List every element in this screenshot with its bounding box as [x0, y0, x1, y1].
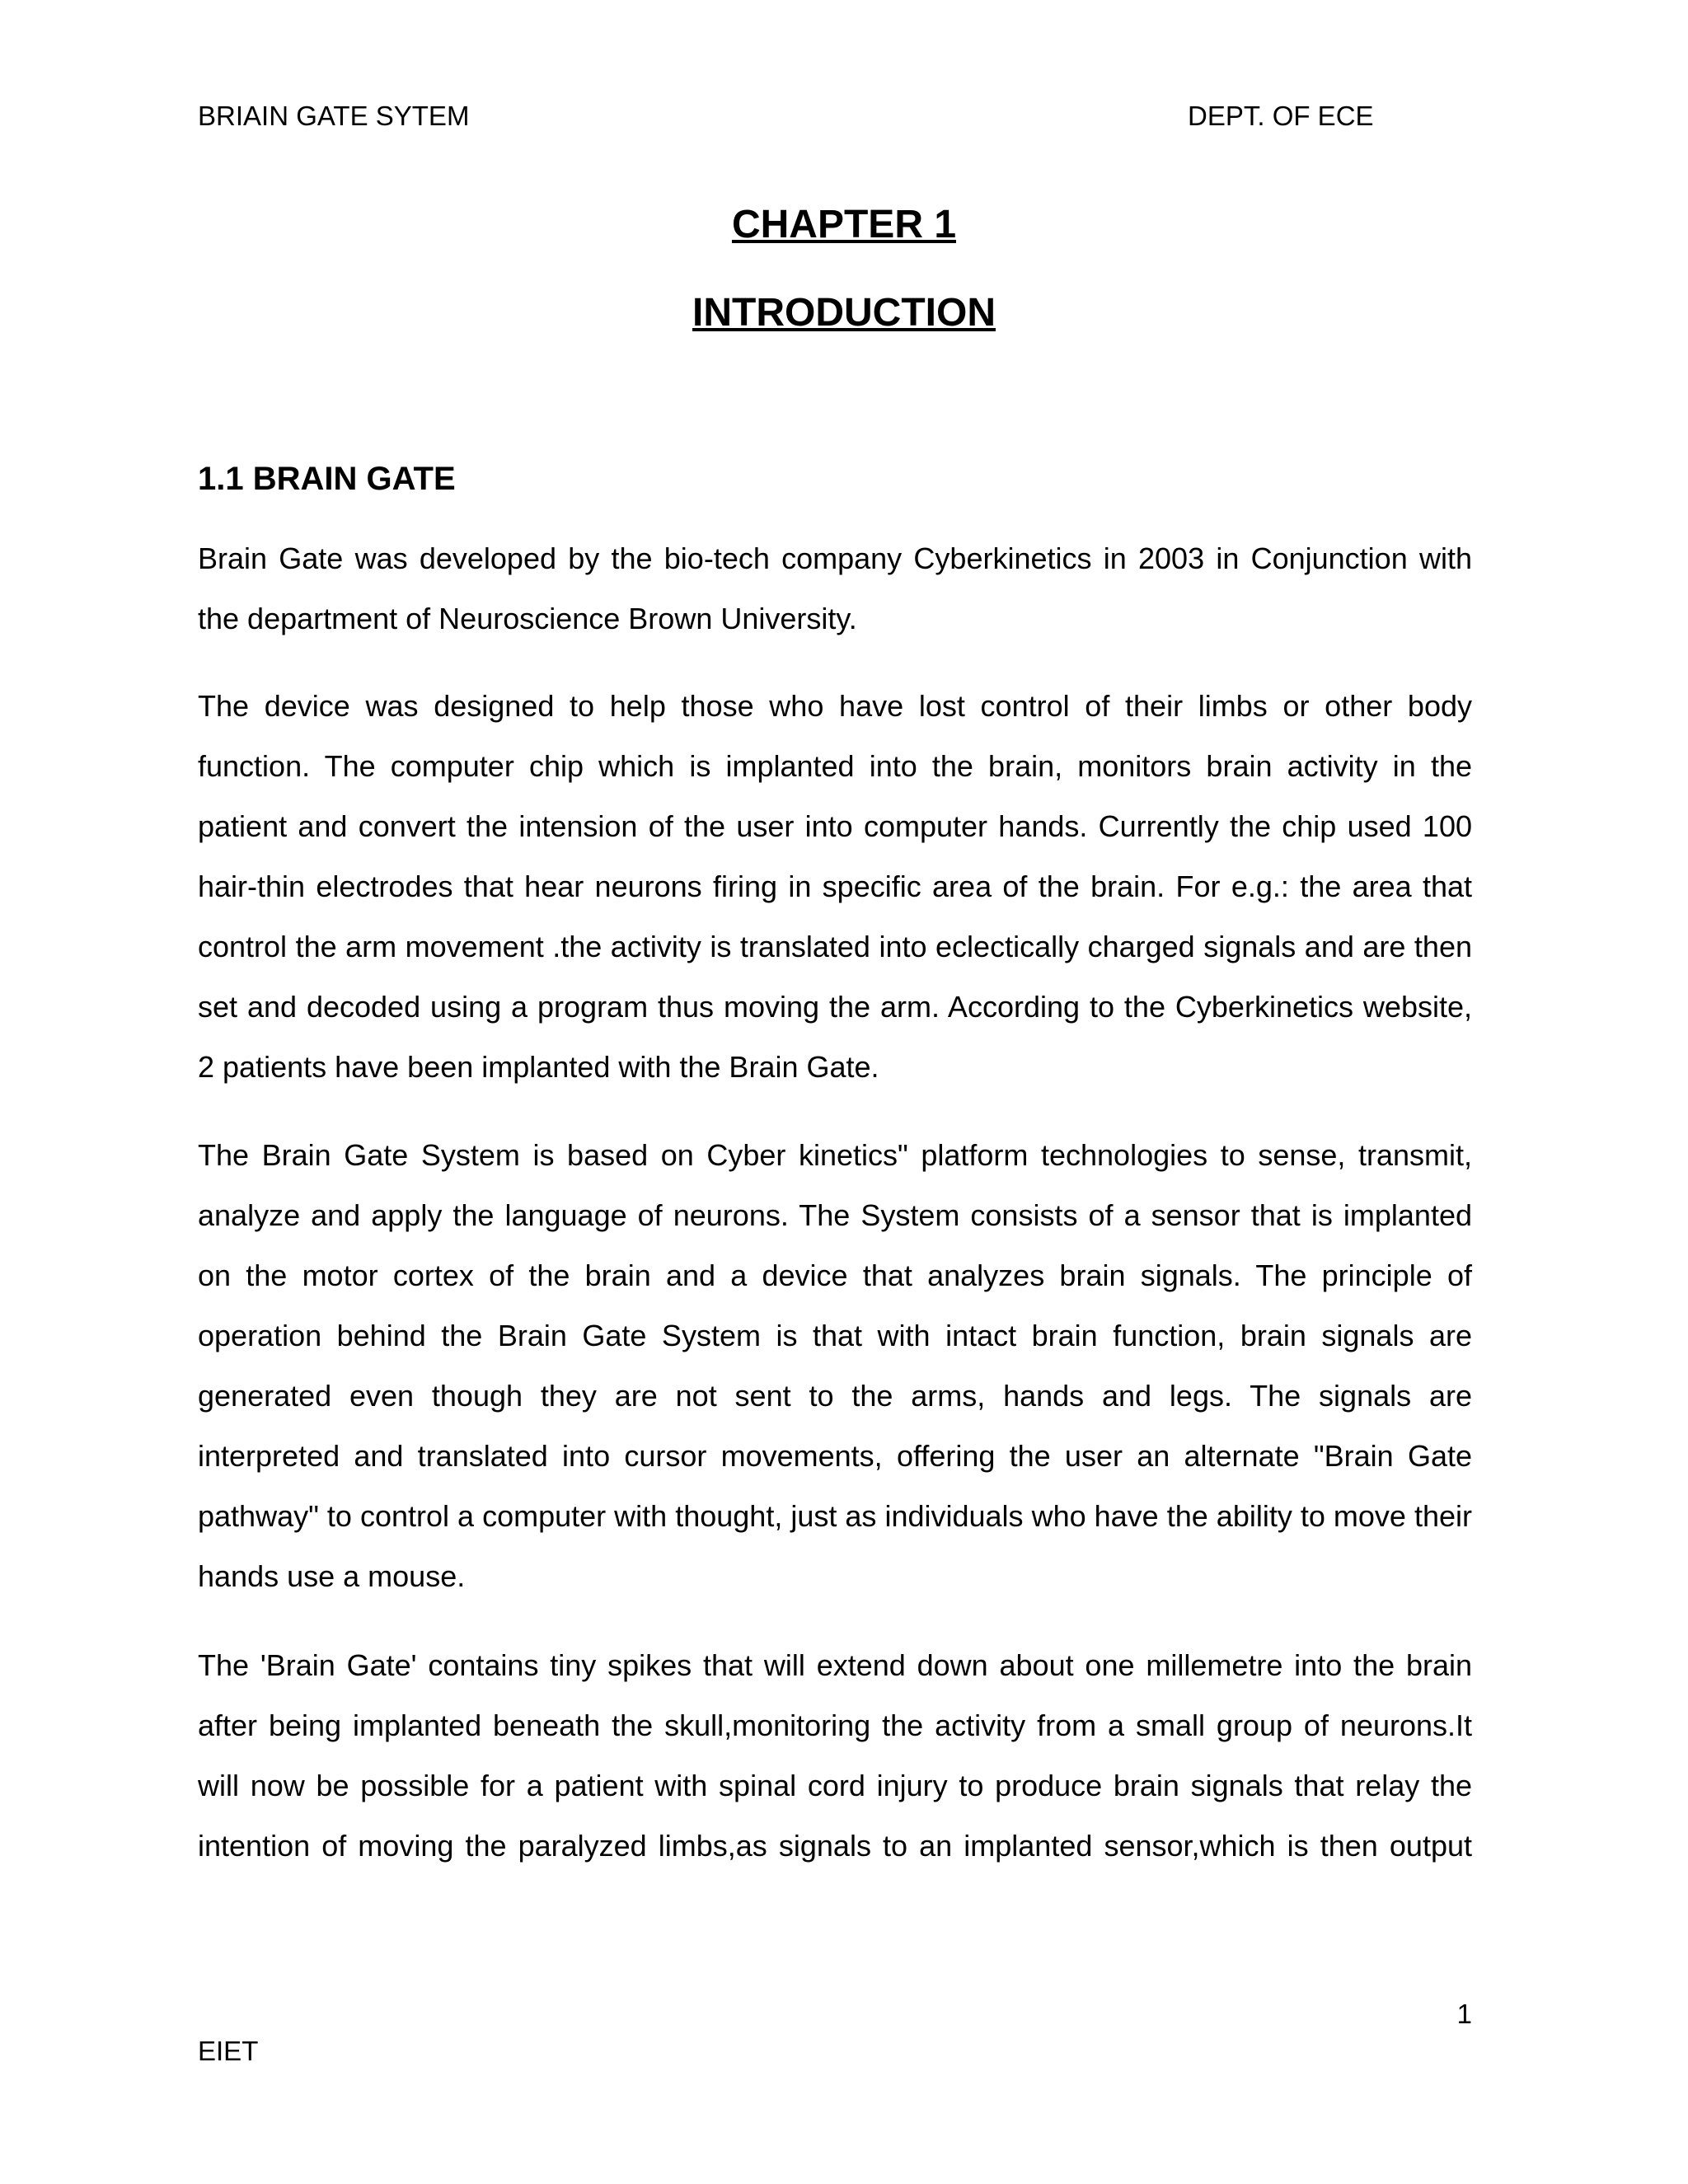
section-heading: 1.1 BRAIN GATE — [198, 461, 456, 497]
chapter-number: CHAPTER 1 — [731, 203, 957, 246]
running-header-department: DEPT. OF ECE — [1188, 101, 1374, 131]
page-number: 1 — [1456, 1999, 1472, 2029]
body-paragraph-1: Brain Gate was developed by the bio-tech company Cyberkinetics in 2003 in Conjunction with the department of Neuroscience Brown University. — [198, 541, 1472, 635]
body-paragraph-4: The 'Brain Gate' contains tiny spikes that will extend down about one millemetre into the brain after being implanted beneath the skull,monitoring the activity from a small group of neurons.It will now be possible for a patient with spinal cord injury to produce brain signals that relay the intention of moving the paralyzed limbs,as signals to an implanted sensor,which is then output — [198, 1648, 1472, 1863]
running-footer-institution: EIET — [198, 2036, 259, 2066]
body-paragraph-3: The Brain Gate System is based on Cyber kinetics" platform technologies to sense, transmit, analyze and apply the language of neurons. The System consists of a sensor that is implanted on the motor cortex of the brain and a device that analyzes brain signals. The principle of operation behind the Brain Gate System is that with intact brain function, brain signals are generated even though they are not sent to the arms, hands and legs. The signals are interpreted and translated into cursor movements, offering the user an alternate "Brain Gate pathway" to control a computer with thought, just as individuals who have the ability to move their hands use a mouse. — [198, 1138, 1472, 1593]
chapter-title: INTRODUCTION — [692, 291, 996, 335]
body-paragraph-2: The device was designed to help those who have lost control of their limbs or other body function. The computer chip which is implanted into the brain, monitors brain activity in the patient and convert the intension of the user into computer hands. Currently the chip used 100 hair-thin electrodes that hear neurons firing in specific area of the brain. For e.g.: the area that control the arm movement .the activity is translated into eclectically charged signals and are then set and decoded using a program thus moving the arm. According to the Cyberkinetics website, 2 patients have been implanted with the Brain Gate. — [198, 689, 1472, 1084]
running-header-title: BRIAIN GATE SYTEM — [198, 101, 470, 131]
